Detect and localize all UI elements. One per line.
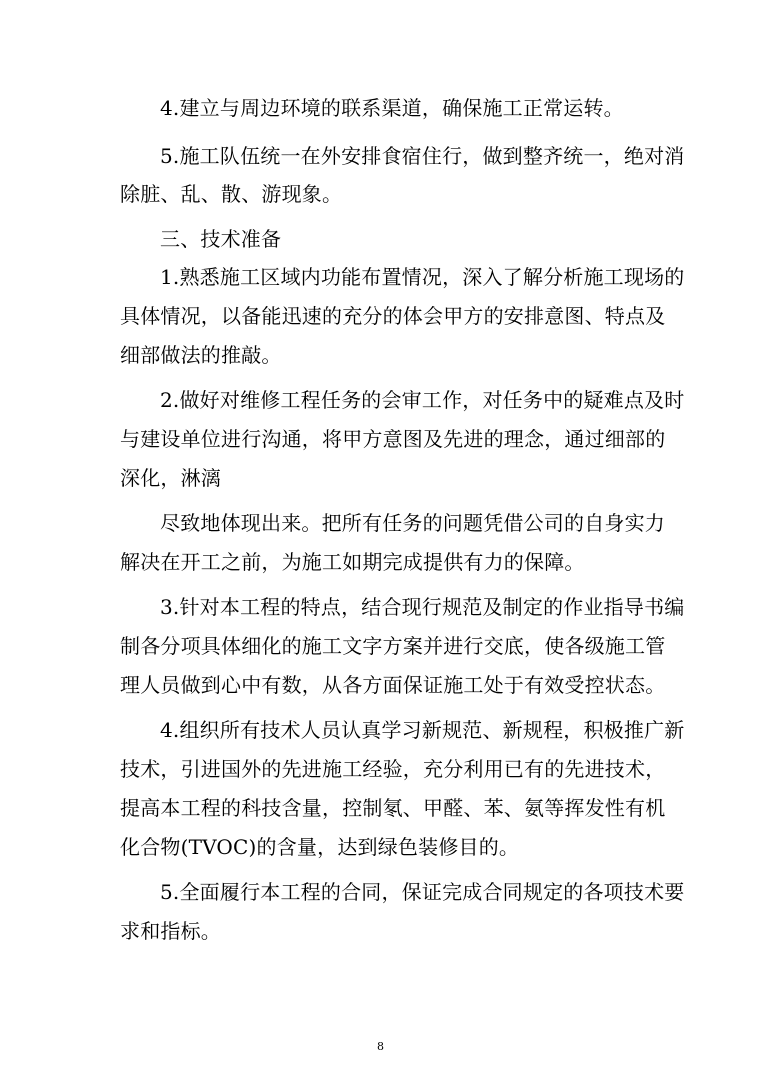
section-heading: 三、技术准备	[160, 227, 282, 251]
text-line: 解决在开工之前，为施工如期完成提供有力的保障。	[120, 550, 585, 574]
text-line: 除脏、乱、散、游现象。	[120, 182, 343, 206]
text-line: 求和指标。	[120, 919, 221, 943]
text-line: 2.做好对维修工程任务的会审工作，对任务中的疑难点及时	[160, 388, 685, 412]
text-line: 理人员做到心中有数，从各方面保证施工处于有效受控状态。	[120, 673, 666, 697]
text-line: 技术，引进国外的先进施工经验，充分利用已有的先进技术，	[120, 757, 666, 781]
text-line: 5.全面履行本工程的合同，保证完成合同规定的各项技术要	[160, 880, 685, 904]
text-line: 1.熟悉施工区域内功能布置情况，深入了解分析施工现场的	[160, 265, 685, 289]
text-line: 具体情况，以备能迅速的充分的体会甲方的安排意图、特点及	[120, 304, 666, 328]
text-line: 5.施工队伍统一在外安排食宿住行，做到整齐统一，绝对消	[160, 144, 685, 168]
text-line: 化合物(TVOC)的含量，达到绿色装修目的。	[120, 835, 520, 859]
text-line: 4.组织所有技术人员认真学习新规范、新规程，积极推广新	[160, 718, 685, 742]
text-line: 制各分项具体细化的施工文字方案并进行交底，使各级施工管	[120, 634, 666, 658]
text-line: 提高本工程的科技含量，控制氡、甲醛、苯、氨等挥发性有机	[120, 796, 666, 820]
text-line: 尽致地体现出来。把所有任务的问题凭借公司的自身实力	[160, 511, 665, 535]
text-line: 深化，淋漓	[120, 466, 221, 490]
text-line: 细部做法的推敲。	[120, 343, 282, 367]
text-line: 与建设单位进行沟通，将甲方意图及先进的理念，通过细部的	[120, 427, 666, 451]
page-number: 8	[377, 1040, 384, 1053]
text-line: 4.建立与周边环境的联系渠道，确保施工正常运转。	[160, 96, 624, 120]
text-line: 3.针对本工程的特点，结合现行规范及制定的作业指导书编	[160, 595, 685, 619]
